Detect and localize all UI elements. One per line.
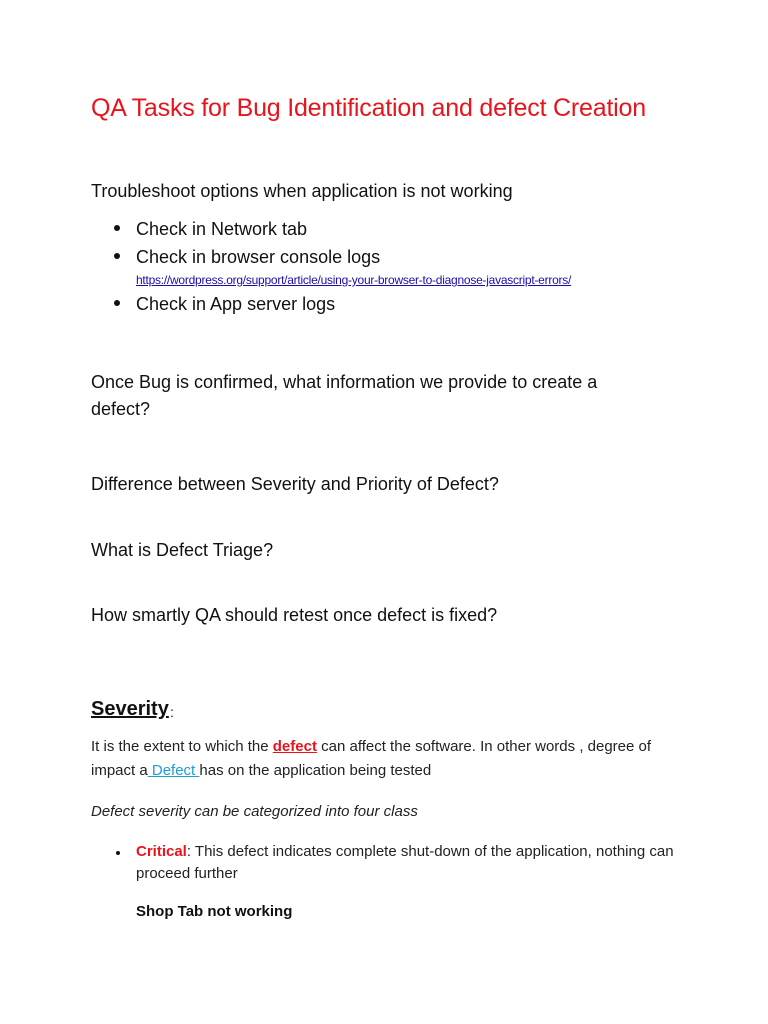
list-item-label: Check in browser console logs (136, 247, 381, 267)
categories-intro: Defect severity can be categorized into four class (91, 803, 418, 820)
question-defect-info: Once Bug is confirmed, what information we provide to create a defect? (91, 372, 598, 419)
troubleshoot-intro: Troubleshoot options when application is not working (91, 181, 513, 201)
list-item (114, 219, 307, 240)
severity-heading: Severity (91, 698, 169, 720)
definition-text: It is the extent to which the (91, 738, 273, 755)
question-retest: How smartly QA should retest once defect is fixed? (91, 605, 498, 625)
bullet-icon (114, 253, 120, 259)
bullet-icon (116, 851, 120, 855)
question-severity-priority: Difference between Severity and Priority of Defect? (91, 474, 499, 494)
console-logs-link[interactable]: https://wordpress.org/support/article/using-your-browser-to-diagnose-javascript-errors/ (136, 273, 572, 287)
critical-description: : This defect indicates complete shut-down of the application, nothing can proceed further (136, 843, 674, 882)
critical-item (136, 841, 696, 885)
page-title: QA Tasks for Bug Identification and defect Creation (91, 94, 646, 122)
bullet-icon (114, 300, 120, 306)
definition-text: can affect the software. In other words , degree of impact a (91, 738, 652, 779)
list-item (114, 247, 380, 268)
defect-link-red[interactable]: defect (272, 738, 317, 755)
list-item (114, 294, 335, 315)
list-item-label: Check in Network tab (136, 219, 308, 239)
severity-definition (91, 735, 691, 783)
definition-text: has on the application being tested (199, 762, 432, 779)
defect-link-blue[interactable]: Defect (147, 762, 200, 779)
severity-colon: : (170, 704, 174, 720)
example-text: Shop Tab not working (136, 903, 293, 920)
critical-label: Critical (136, 843, 187, 860)
bullet-icon (114, 225, 120, 231)
list-item-label: Check in App server logs (136, 294, 336, 314)
question-defect-triage: What is Defect Triage? (91, 540, 274, 560)
